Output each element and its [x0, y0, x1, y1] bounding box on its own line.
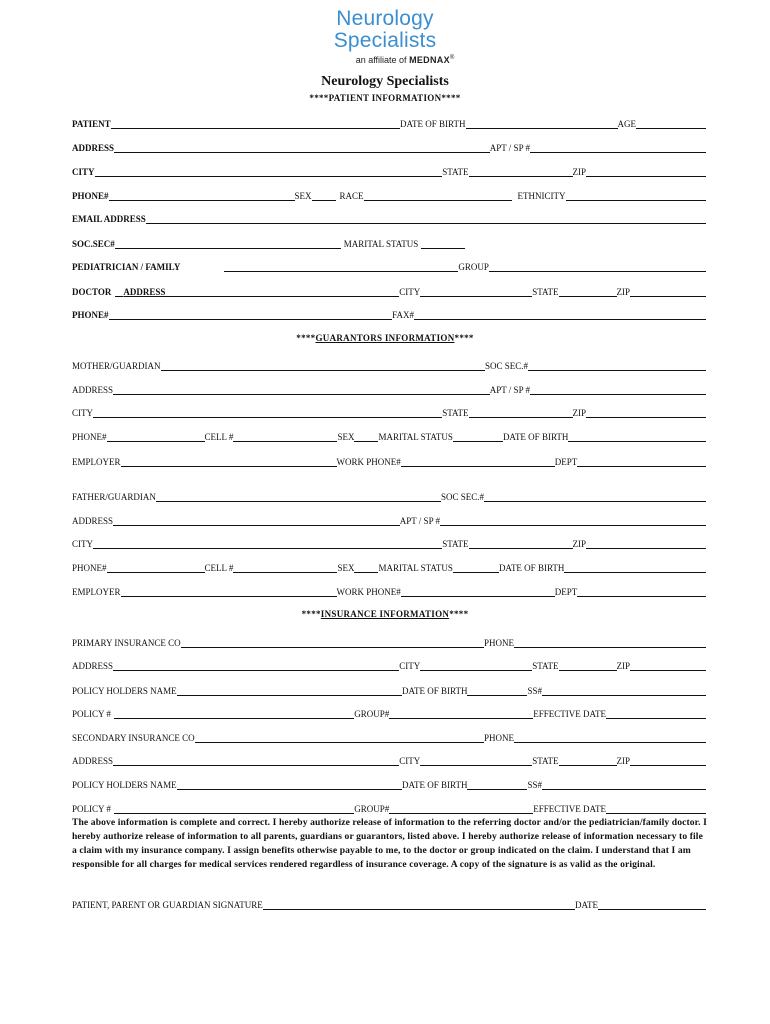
mother-sex-field[interactable]: [354, 432, 378, 442]
mother-employer-field[interactable]: [121, 457, 337, 467]
father-zip-field[interactable]: [586, 539, 706, 549]
patient-row-2: ADDRESS APT / SP #: [72, 141, 706, 153]
secondary-ins-holder-field[interactable]: [177, 780, 402, 790]
patient-address-field[interactable]: [114, 143, 490, 153]
primary-ins-row-2: ADDRESS CITY STATE ZIP: [72, 659, 706, 671]
patient-phone-field[interactable]: [109, 191, 295, 201]
doctor-address-field[interactable]: [165, 287, 399, 297]
father-dob-field[interactable]: [564, 563, 706, 573]
father-row-2: ADDRESS APT / SP #: [72, 514, 706, 526]
father-row-5: EMPLOYER WORK PHONE# DEPT: [72, 585, 706, 597]
primary-ins-holder-field[interactable]: [177, 686, 402, 696]
primary-ins-zip-field[interactable]: [630, 661, 706, 671]
primary-ins-row-4: POLICY # GROUP# EFFECTIVE DATE: [72, 707, 706, 719]
father-city-field[interactable]: [93, 539, 442, 549]
consent-paragraph: The above information is complete and correct. I hereby authorize release of information to the referring doctor and/or the pediatrician/family doctor. I hereby authorize release of information to all parents, guardians or guarantors, listed above. I hereby authorize release of information necessary to file a claim with my insurance company. I assign benefits otherwise payable to me, to the doctor or group indicated on the claim. I understand that I am responsible for all charges for medical services rendered regardless of insurance coverage. A copy of the signature is as valid as the original.: [72, 817, 707, 870]
doctor-zip-field[interactable]: [630, 287, 706, 297]
mother-marital-field[interactable]: [453, 432, 503, 442]
patient-name-field[interactable]: [111, 119, 400, 129]
secondary-ins-row-3: POLICY HOLDERS NAME DATE OF BIRTH SS#: [72, 778, 706, 790]
mother-dob-field[interactable]: [568, 432, 706, 442]
mother-row-2: ADDRESS APT / SP #: [72, 383, 706, 395]
mother-row-4: PHONE# CELL # SEX MARITAL STATUS DATE OF BIRTH: [72, 430, 706, 442]
patient-apt-field[interactable]: [530, 143, 706, 153]
father-dept-field[interactable]: [577, 587, 706, 597]
signature-date-field[interactable]: [598, 900, 706, 910]
father-state-field[interactable]: [469, 539, 573, 549]
primary-ins-row-3: POLICY HOLDERS NAME DATE OF BIRTH SS#: [72, 684, 706, 696]
father-cell-field[interactable]: [233, 563, 337, 573]
mother-city-field[interactable]: [93, 408, 442, 418]
mother-row-3: CITY STATE ZIP: [72, 406, 706, 418]
secondary-ins-row-1: SECONDARY INSURANCE CO PHONE: [72, 731, 706, 743]
mother-address-field[interactable]: [113, 385, 490, 395]
pediatrician-group-field[interactable]: [489, 262, 706, 272]
mother-zip-field[interactable]: [586, 408, 706, 418]
father-row-4: PHONE# CELL # SEX MARITAL STATUS DATE OF BIRTH: [72, 561, 706, 573]
patient-email-field[interactable]: [146, 214, 706, 224]
primary-ins-dob-field[interactable]: [467, 686, 527, 696]
father-address-field[interactable]: [113, 516, 400, 526]
patient-city-field[interactable]: [95, 167, 443, 177]
mother-state-field[interactable]: [469, 408, 573, 418]
father-employer-field[interactable]: [121, 587, 337, 597]
secondary-ins-row-2: ADDRESS CITY STATE ZIP: [72, 754, 706, 766]
patient-race-field[interactable]: [364, 191, 512, 201]
mother-name-field[interactable]: [161, 361, 485, 371]
father-workphone-field[interactable]: [401, 587, 555, 597]
patient-sex-field[interactable]: [312, 191, 336, 201]
company-logo: [0, 8, 770, 65]
logo-affiliate: an affiliate of MEDNAX®: [355, 55, 455, 65]
patient-row-5: EMAIL ADDRESS: [72, 212, 706, 224]
father-sex-field[interactable]: [354, 563, 378, 573]
section-patient-heading: ****PATIENT INFORMATION****: [309, 93, 461, 103]
secondary-ins-address-field[interactable]: [113, 756, 399, 766]
patient-state-field[interactable]: [469, 167, 573, 177]
secondary-ins-company-field[interactable]: [195, 733, 484, 743]
primary-ins-company-field[interactable]: [181, 638, 484, 648]
primary-ins-policy-field[interactable]: [114, 709, 354, 719]
logo-line-1: Neurology: [336, 7, 434, 30]
secondary-ins-city-field[interactable]: [420, 756, 532, 766]
father-socsec-field[interactable]: [484, 492, 706, 502]
doctor-phone-field[interactable]: [109, 310, 393, 320]
secondary-ins-state-field[interactable]: [559, 756, 617, 766]
doctor-fax-field[interactable]: [414, 310, 706, 320]
secondary-ins-effective-field[interactable]: [606, 804, 706, 814]
secondary-ins-zip-field[interactable]: [630, 756, 706, 766]
secondary-ins-group-field[interactable]: [389, 804, 533, 814]
primary-ins-group-field[interactable]: [389, 709, 533, 719]
mother-workphone-field[interactable]: [401, 457, 555, 467]
patient-ethnicity-field[interactable]: [566, 191, 706, 201]
page-title: Neurology Specialists: [321, 74, 449, 89]
father-name-field[interactable]: [156, 492, 441, 502]
primary-ins-address-field[interactable]: [113, 661, 399, 671]
primary-ins-city-field[interactable]: [420, 661, 532, 671]
father-marital-field[interactable]: [453, 563, 499, 573]
secondary-ins-phone-field[interactable]: [514, 733, 706, 743]
mother-socsec-field[interactable]: [528, 361, 706, 371]
primary-ins-phone-field[interactable]: [514, 638, 706, 648]
patient-dob-field[interactable]: [466, 119, 618, 129]
patient-row-4: PHONE# SEX RACE ETHNICITY: [72, 189, 706, 201]
mother-dept-field[interactable]: [577, 457, 706, 467]
mother-phone-field[interactable]: [107, 432, 205, 442]
patient-marital-field[interactable]: [421, 239, 465, 249]
patient-zip-field[interactable]: [586, 167, 706, 177]
signature-field[interactable]: [263, 900, 575, 910]
primary-ins-ss-field[interactable]: [542, 686, 706, 696]
father-apt-field[interactable]: [440, 516, 706, 526]
patient-socsec-field[interactable]: [115, 239, 341, 249]
secondary-ins-dob-field[interactable]: [467, 780, 527, 790]
patient-row-8: DOCTOR ADDRESS CITY STATE ZIP: [72, 285, 706, 297]
section-insurance-heading: ****INSURANCE INFORMATION****: [301, 609, 469, 619]
primary-ins-effective-field[interactable]: [606, 709, 706, 719]
signature-row: PATIENT, PARENT OR GUARDIAN SIGNATURE DATE: [72, 898, 706, 910]
primary-ins-row-1: PRIMARY INSURANCE CO PHONE: [72, 636, 706, 648]
secondary-ins-policy-field[interactable]: [114, 804, 354, 814]
patient-row-3: CITY STATE ZIP: [72, 165, 706, 177]
doctor-city-field[interactable]: [420, 287, 532, 297]
mother-row-5: EMPLOYER WORK PHONE# DEPT: [72, 455, 706, 467]
patient-row-9: PHONE# FAX#: [72, 308, 706, 320]
mother-cell-field[interactable]: [233, 432, 337, 442]
logo-line-2: Specialists: [333, 29, 437, 52]
secondary-ins-ss-field[interactable]: [542, 780, 706, 790]
father-phone-field[interactable]: [107, 563, 205, 573]
patient-age-field[interactable]: [636, 119, 706, 129]
mother-row-1: MOTHER/GUARDIAN SOC SEC.#: [72, 359, 706, 371]
father-row-3: CITY STATE ZIP: [72, 537, 706, 549]
secondary-ins-row-4: POLICY # GROUP# EFFECTIVE DATE: [72, 802, 706, 814]
primary-ins-state-field[interactable]: [559, 661, 617, 671]
pediatrician-field[interactable]: [224, 262, 458, 272]
mother-apt-field[interactable]: [530, 385, 706, 395]
patient-row-6: SOC.SEC# MARITAL STATUS: [72, 237, 706, 249]
patient-row-1: PATIENT DATE OF BIRTH AGE: [72, 117, 706, 129]
patient-row-7: PEDIATRICIAN / FAMILY GROUP: [72, 260, 706, 272]
father-row-1: FATHER/GUARDIAN SOC SEC.#: [72, 490, 706, 502]
doctor-state-field[interactable]: [559, 287, 617, 297]
section-guarantors-heading: ****GUARANTORS INFORMATION****: [296, 333, 474, 343]
